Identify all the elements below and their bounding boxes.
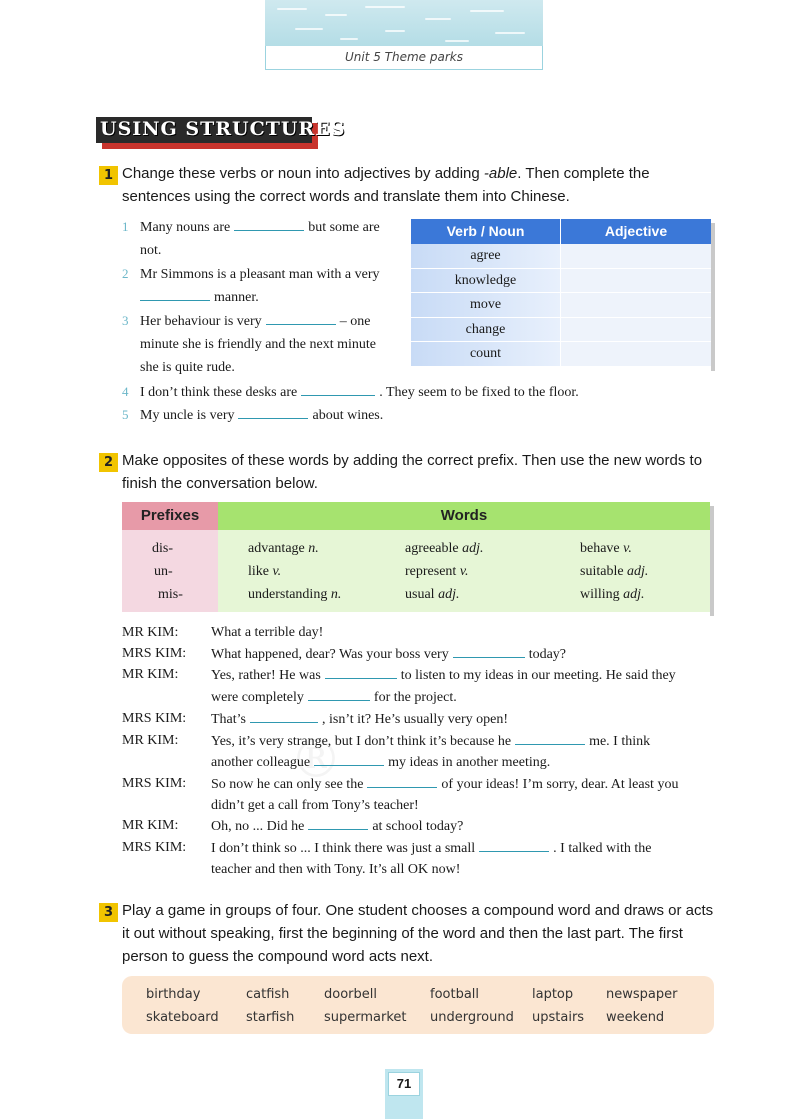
word-columns — [218, 530, 710, 612]
speaker-label: MRS KIM: — [122, 645, 187, 661]
speaker-label — [122, 687, 211, 709]
dialog-line — [122, 644, 714, 666]
unit-title: Unit 5 Theme parks — [344, 50, 463, 64]
dialog-text: Yes, it’s very strange, but I don’t think it’s because he me. I think — [211, 731, 714, 753]
answer-blank[interactable] — [250, 709, 318, 723]
exercise-1-instruction: Change these verbs or noun into adjectives by adding -able. Then complete the sentences using the correct words and translate them into Chinese. — [122, 165, 650, 205]
speaker-label — [122, 752, 211, 774]
word-column: advantage n. like v. understanding n. — [248, 541, 342, 602]
answer-blank[interactable] — [308, 816, 368, 830]
table-row: count — [411, 342, 711, 367]
dialog-line — [122, 665, 714, 687]
dialog-line — [122, 709, 714, 731]
speaker-label — [122, 860, 211, 881]
compound-word: catfish — [246, 987, 290, 1002]
compound-word: upstairs — [532, 1010, 585, 1025]
speaker-label: MR KIM: — [122, 667, 179, 683]
compound-word: doorbell — [324, 987, 377, 1002]
speaker-label: MRS KIM: — [122, 710, 187, 726]
dialog-text: didn’t get a call from Tony’s teacher! — [211, 797, 419, 813]
answer-blank[interactable] — [479, 838, 549, 852]
dialog-text: Yes, rather! He was to listen to my ideas in our meeting. He said they — [211, 665, 714, 687]
page-number-box — [385, 1069, 423, 1119]
answer-blank[interactable] — [367, 774, 437, 788]
prefix-words-table — [122, 502, 710, 612]
conversation — [122, 623, 714, 880]
column-header-words: Words — [218, 502, 710, 530]
compound-word: laptop — [532, 987, 574, 1002]
answer-blank[interactable] — [308, 687, 370, 701]
dialog-line — [122, 860, 714, 881]
answer-blank[interactable] — [140, 287, 210, 301]
unit-header — [265, 46, 543, 70]
dialog-text: another colleague my ideas in another meeting. — [211, 752, 714, 774]
speaker-label: MRS KIM: — [122, 775, 187, 791]
header-decoration — [265, 0, 543, 46]
compound-word: underground — [430, 1010, 514, 1025]
dialog-line — [122, 796, 714, 817]
dialog-line — [122, 687, 714, 709]
word-column: behave v. suitable adj. willing adj. — [580, 541, 649, 602]
speaker-label: MR KIM: — [122, 732, 179, 748]
prefix-list: dis- un- mis- — [122, 530, 218, 612]
sentence-3: 3 Her behaviour is very – one — [122, 313, 371, 329]
table-row: change — [411, 318, 711, 343]
dialog-line — [122, 752, 714, 774]
compound-word: newspaper — [606, 987, 678, 1002]
column-header-verb-noun: Verb / Noun — [411, 219, 561, 244]
compound-words-box — [122, 976, 714, 1034]
compound-word: football — [430, 987, 480, 1002]
dialog-line — [122, 838, 714, 860]
speaker-label: MR KIM: — [122, 625, 179, 640]
answer-blank[interactable] — [238, 405, 308, 419]
compound-word: supermarket — [324, 1010, 407, 1025]
table-row: knowledge — [411, 269, 711, 294]
answer-blank[interactable] — [301, 382, 375, 396]
table-row: move — [411, 293, 711, 318]
answer-blank[interactable] — [453, 644, 525, 658]
column-header-prefixes: Prefixes — [122, 502, 218, 530]
dialog-text: So now he can only see the of your ideas! I’m sorry, dear. At least you — [211, 774, 714, 796]
dialog-text: What happened, dear? Was your boss very today? — [211, 644, 714, 666]
sentence-5: 5 My uncle is very about wines. — [122, 407, 384, 423]
dialog-line — [122, 816, 714, 838]
answer-blank[interactable] — [515, 731, 585, 745]
sentence-4: 4 I don’t think these desks are . They seem to be fixed to the floor. — [122, 384, 579, 400]
sentence-2: 2 Mr Simmons is a pleasant man with a very — [122, 266, 380, 282]
dialog-text: I don’t think so ... I think there was just a small . I talked with the — [211, 838, 714, 860]
adjective-cell[interactable] — [561, 269, 711, 294]
answer-blank[interactable] — [266, 311, 336, 325]
dialog-text: Oh, no ... Did he at school today? — [211, 816, 714, 838]
compound-word: birthday — [146, 987, 201, 1002]
speaker-label — [122, 796, 211, 817]
dialog-line — [122, 774, 714, 796]
answer-blank[interactable] — [325, 665, 397, 679]
adjective-cell[interactable] — [561, 244, 711, 269]
exercise-number-1: 1 — [99, 166, 118, 185]
adjective-cell[interactable] — [561, 342, 711, 367]
compound-word: weekend — [606, 1010, 665, 1025]
table-row: agree — [411, 244, 711, 269]
dialog-text: teacher and then with Tony. It’s all OK now! — [211, 861, 461, 877]
sentence-1: 1 Many nouns are but some are — [122, 219, 380, 235]
dialog-text: were completely for the project. — [211, 687, 714, 709]
compound-word: starfish — [246, 1010, 295, 1025]
dialog-line — [122, 623, 714, 644]
page-number: 71 — [388, 1072, 420, 1096]
adjective-cell[interactable] — [561, 318, 711, 343]
speaker-label: MRS KIM: — [122, 840, 187, 856]
exercise-number-2: 2 — [99, 453, 118, 472]
watermark: ® — [290, 730, 342, 790]
verb-adjective-table — [411, 219, 711, 367]
dialog-line — [122, 731, 714, 753]
speaker-label: MR KIM: — [122, 818, 179, 834]
word-column: agreeable adj. represent v. usual adj. — [405, 541, 484, 602]
exercise-3-instruction: Play a game in groups of four. One student chooses a compound word and draws or acts it out without speaking, first the beginning of the word and then the last part. The first person to guess the compound word acts next. — [122, 902, 714, 965]
exercise-1-sentences: 1 Many nouns are but some are not. 2 Mr Simmons is a pleasant man with a very manner. 3 Her behaviour is very – one minute she is friendly and the next minute she is quite rude. — [122, 215, 402, 379]
exercise-2-instruction: Make opposites of these words by adding the correct prefix. Then use the new words to finish the conversation below. — [122, 452, 703, 492]
exercise-number-3: 3 — [99, 903, 118, 922]
dialog-text: What a terrible day! — [211, 625, 324, 640]
compound-word: skateboard — [146, 1010, 219, 1025]
answer-blank[interactable] — [234, 217, 304, 231]
column-header-adjective: Adjective — [561, 219, 711, 244]
section-title: USING STRUCTURES — [100, 118, 346, 140]
dialog-text: That’s , isn’t it? He’s usually very open! — [211, 709, 714, 731]
adjective-cell[interactable] — [561, 293, 711, 318]
answer-blank[interactable] — [314, 752, 384, 766]
